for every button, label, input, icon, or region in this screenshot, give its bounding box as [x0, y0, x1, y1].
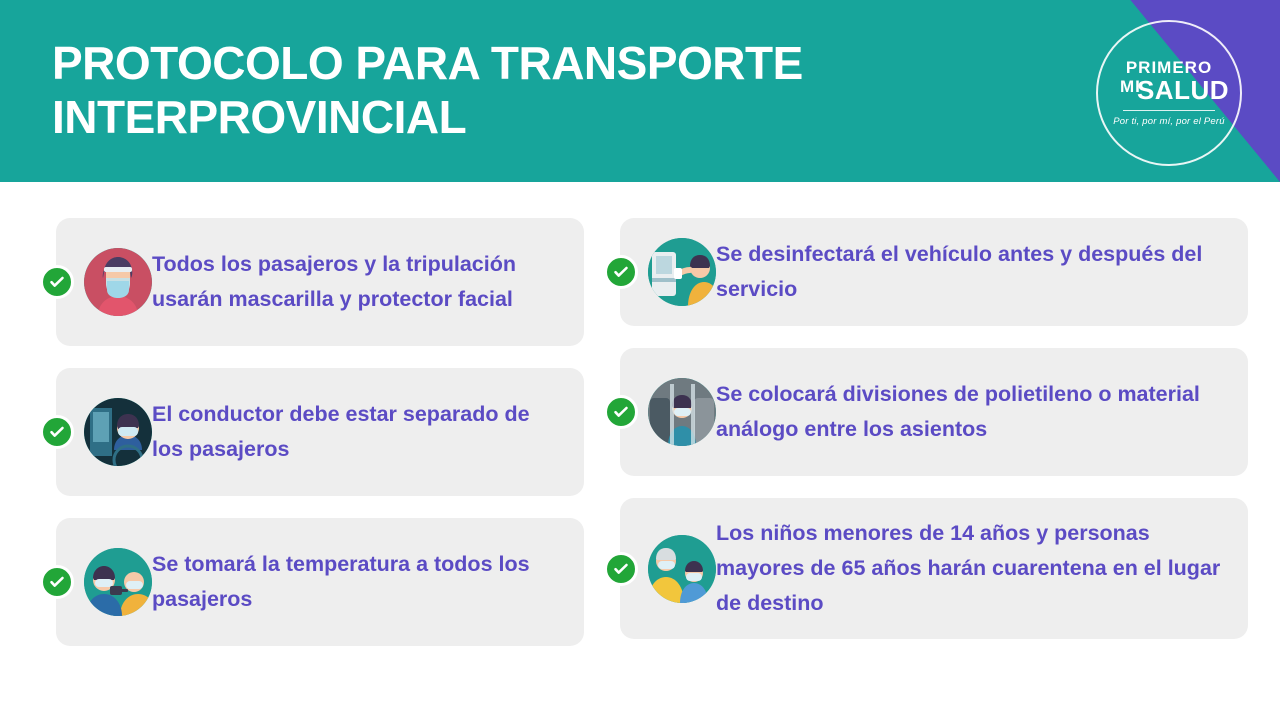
protocol-item — [620, 498, 1248, 639]
right-column — [620, 218, 1248, 661]
protocol-item-text: Se tomará la temperatura a todos los pasajeros — [152, 552, 530, 611]
left-column — [56, 218, 584, 668]
protocol-item — [56, 368, 584, 496]
protocol-item — [56, 218, 584, 346]
logo-line-primero: PRIMERO — [1125, 58, 1213, 77]
check-icon — [40, 565, 74, 599]
protocol-item-text: Los niños menores de 14 años y personas mayores de 65 años harán cuarentena en el lugar de destino — [716, 521, 1221, 615]
passenger-mask-faceshield-icon — [84, 248, 152, 316]
children-elderly-icon — [648, 535, 716, 603]
protocol-item — [620, 218, 1248, 326]
header-banner — [0, 0, 1280, 182]
logo-divider — [1123, 110, 1215, 111]
protocol-item — [56, 518, 584, 646]
vehicle-disinfection-icon — [648, 238, 716, 306]
check-icon — [40, 415, 74, 449]
driver-separated-icon — [84, 398, 152, 466]
check-icon — [604, 255, 638, 289]
logo-line-mi: MI — [1120, 77, 1141, 96]
page-title: PROTOCOLO PARA TRANSPORTE INTERPROVINCIAL — [52, 37, 803, 143]
logo-tagline: Por ti, por mí, por el Perú — [1113, 116, 1225, 127]
seat-divider-icon — [648, 378, 716, 446]
logo — [1096, 20, 1242, 166]
temperature-check-icon — [84, 548, 152, 616]
protocol-item-text: Todos los pasajeros y la tripulación usarán mascarilla y protector facial — [152, 252, 516, 311]
protocol-item-text: El conductor debe estar separado de los pasajeros — [152, 402, 530, 461]
protocol-item — [620, 348, 1248, 476]
check-icon — [604, 552, 638, 586]
check-icon — [40, 265, 74, 299]
logo-line-salud: SALUD — [1136, 75, 1230, 105]
check-icon — [604, 395, 638, 429]
protocol-item-text: Se colocará divisiones de polietileno o material análogo entre los asientos — [716, 382, 1200, 441]
protocol-item-text: Se desinfectará el vehículo antes y después del servicio — [716, 242, 1203, 301]
